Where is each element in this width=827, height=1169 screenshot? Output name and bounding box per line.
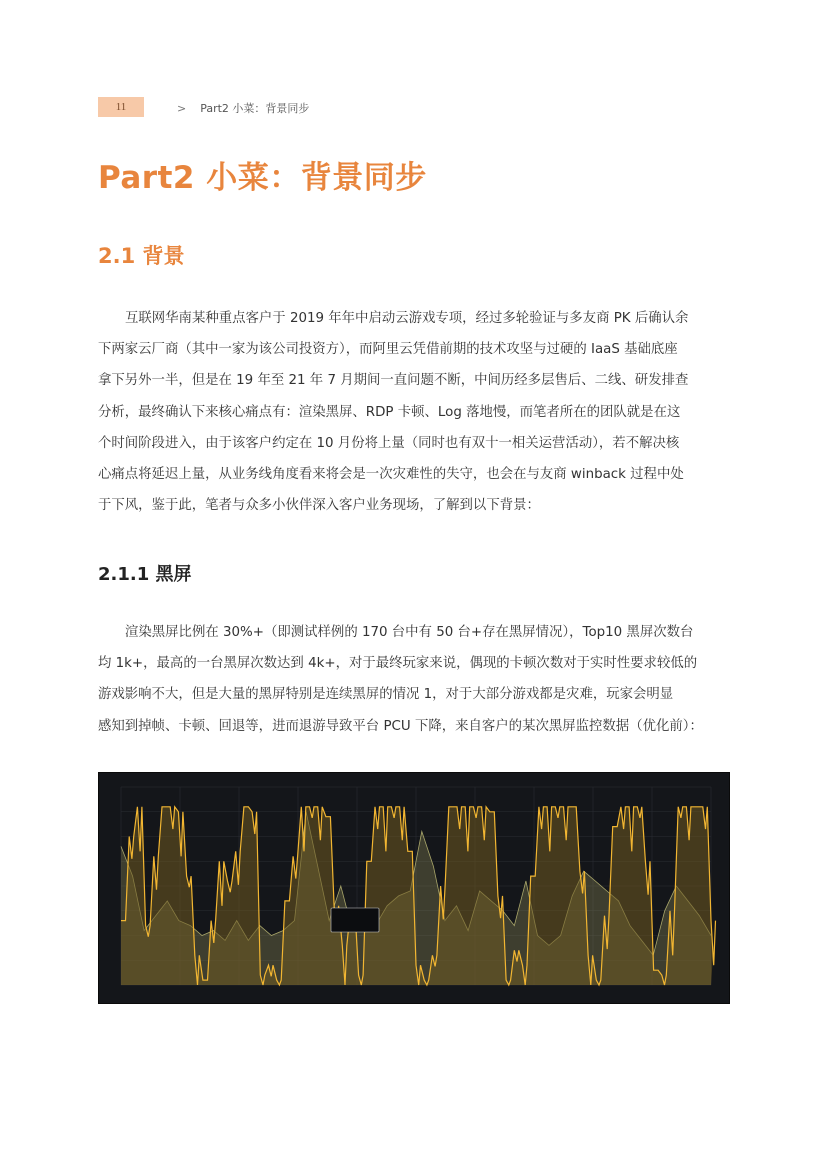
paragraph-line: 游戏影响不大，但是大量的黑屏特别是连续黑屏的情况 1，对于大部分游戏都是灾难，玩家会明显: [98, 687, 674, 703]
paragraph-background: [98, 303, 730, 521]
chart-tooltip-box: [331, 908, 379, 932]
page-title: Part2 小菜：背景同步: [98, 160, 427, 196]
paragraph-line: 渲染黑屏比例在 30%+（即测试样例的 170 台中有 50 台+存在黑屏情况），Top10 黑屏次数台: [125, 625, 694, 640]
paragraph-black-screen: [98, 617, 730, 742]
paragraph-line: 下两家云厂商（其中一家为该公司投资方），而阿里云凭借前期的技术攻坚与过硬的 IaaS 基础底座: [98, 342, 678, 358]
black-screen-monitor-chart: [98, 772, 730, 1004]
breadcrumb: [177, 100, 309, 116]
paragraph-line: 感知到掉帧、卡顿、回退等，进而退游导致平台 PCU 下降，来自客户的某次黑屏监控数据（优化前）：: [98, 718, 703, 734]
page-number: 11: [98, 97, 144, 117]
paragraph-line: 分析，最终确认下来核心痛点有：渲染黑屏、RDP 卡顿、Log 落地慢，而笔者所在的团队就是在这: [98, 404, 681, 420]
subsection-heading: 2.1.1 黑屏: [98, 564, 192, 585]
paragraph-line: 心痛点将延迟上量，从业务线角度看来将会是一次灾难性的失守，也会在与友商 winback 过程中处: [98, 467, 684, 483]
paragraph-line: 互联网华南某种重点客户于 2019 年年中启动云游戏专项，经过多轮验证与多友商 PK 后确认余: [125, 311, 689, 326]
paragraph-line: 个时间阶段进入，由于该客户约定在 10 月份将上量（同时也有双十一相关运营活动），若不解决核: [98, 435, 680, 451]
paragraph-line: 拿下另外一半，但是在 19 年至 21 年 7 月期间一直问题不断，中间历经多层售后、二线、研发排查: [98, 373, 689, 389]
section-heading: 2.1 背景: [98, 244, 185, 268]
chart-svg: [99, 773, 729, 1003]
breadcrumb-text: Part2 小菜：背景同步: [200, 102, 310, 115]
paragraph-line: 于下风，鉴于此，笔者与众多小伙伴深入客户业务现场，了解到以下背景：: [98, 498, 540, 514]
breadcrumb-separator: >: [177, 102, 187, 115]
paragraph-line: 均 1k+，最高的一台黑屏次数达到 4k+，对于最终玩家来说，偶现的卡顿次数对于实时性要求较低的: [98, 656, 698, 672]
